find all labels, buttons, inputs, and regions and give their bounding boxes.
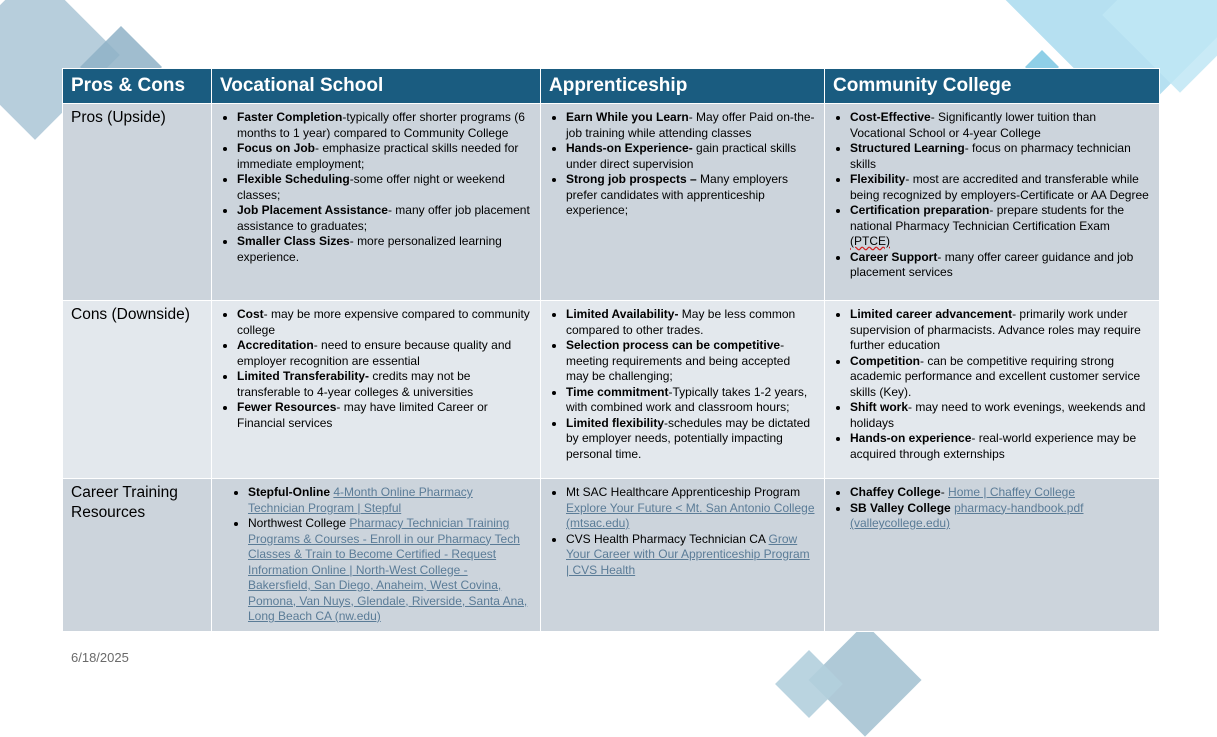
- list-item: • Focus on Job- emphasize practical skills needed for immediate employment;: [237, 141, 532, 172]
- pros-college-list: [833, 110, 1151, 281]
- row-label-cons: Cons (Downside): [63, 301, 212, 479]
- list-item: • Certification preparation- prepare students for the national Pharmacy Technician Certification Exam (PTCE): [850, 203, 1151, 250]
- item-heading: Cost-Effective: [850, 110, 931, 124]
- resource-link[interactable]: Home | Chaffey College: [948, 485, 1075, 499]
- item-heading: Selection process can be competitive: [566, 338, 781, 352]
- header-apprenticeship: Apprenticeship: [541, 69, 825, 104]
- list-item: • Job Placement Assistance- many offer job placement assistance to graduates;: [237, 203, 532, 234]
- pros-vocational-list: [220, 110, 532, 265]
- pros-row: [63, 104, 1160, 301]
- item-heading: Limited career advancement: [850, 307, 1013, 321]
- list-item: • Flexible Scheduling-some offer night or weekend classes;: [237, 172, 532, 203]
- item-heading: Job Placement Assistance: [237, 203, 388, 217]
- row-label-pros: Pros (Upside): [63, 104, 212, 301]
- item-heading: Flexible Scheduling: [237, 172, 350, 186]
- item-heading: Structured Learning: [850, 141, 965, 155]
- row-label-resources: Career Training Resources: [63, 479, 212, 632]
- list-item: • Limited Transferability- credits may not be transferable to 4-year colleges & universities: [237, 369, 532, 400]
- list-item: • Hands-on Experience- gain practical skills under direct supervision: [566, 141, 816, 172]
- item-heading: Certification preparation: [850, 203, 990, 217]
- item-heading: Chaffey College: [850, 485, 941, 499]
- cons-vocational-cell: [212, 301, 541, 479]
- item-heading: Career Support: [850, 249, 938, 264]
- cons-row: [63, 301, 1160, 479]
- list-item: • Time commitment-Typically takes 1-2 years, with combined work and classroom hours;: [566, 385, 816, 416]
- list-item: • Mt SAC Healthcare Apprenticeship Program Explore Your Future < Mt. San Antonio College (mtsac.edu): [566, 485, 816, 532]
- item-heading: Smaller Class Sizes: [237, 234, 350, 248]
- header-pros-cons: Pros & Cons: [63, 69, 212, 104]
- list-item: • Northwest College Pharmacy Technician Training Programs & Courses - Enroll in our Pharmacy Tech Classes & Train to Become Certified - Request Information Online | North-West College - Bakersfield, San Diego, Anaheim, West Covina, Pomona, Van Nuys, Glendale, Riverside, Santa Ana, Long Beach CA (nw.edu): [248, 516, 532, 625]
- pros-college-cell: [825, 104, 1160, 301]
- spellcheck-word: (PTCE): [850, 234, 890, 248]
- list-item: • Shift work- may need to work evenings, weekends and holidays: [850, 400, 1151, 431]
- header-vocational-school: Vocational School: [212, 69, 541, 104]
- list-item: • Accreditation- need to ensure because quality and employer recognition are essential: [237, 338, 532, 369]
- resource-link[interactable]: 4-Month Online Pharmacy Technician Program | Stepful: [248, 485, 473, 515]
- resource-link[interactable]: Grow Your Career with Our Apprenticeship Program | CVS Health: [566, 531, 810, 577]
- list-item: • Chaffey College- Home | Chaffey College: [850, 485, 1151, 501]
- list-item: • Cost- may be more expensive compared to community college: [237, 307, 532, 338]
- item-heading: Limited Availability-: [566, 307, 679, 321]
- list-item: • Fewer Resources- may have limited Career or Financial services: [237, 400, 532, 431]
- list-item: [248, 485, 532, 516]
- item-heading: Cost: [237, 307, 264, 321]
- item-heading: Shift work: [850, 400, 909, 414]
- list-item: • Limited flexibility-schedules may be dictated by employer needs, potentially impacting personal time.: [566, 416, 816, 463]
- item-heading: Stepful-Online: [248, 485, 330, 499]
- item-heading: Hands-on experience: [850, 431, 972, 445]
- item-heading: Hands-on Experience-: [566, 141, 693, 155]
- resources-vocational-cell: [212, 479, 541, 632]
- cons-college-cell: [825, 301, 1160, 479]
- date-footer: 6/18/2025: [71, 650, 129, 665]
- list-item: • Structured Learning- focus on pharmacy technician skills: [850, 141, 1151, 172]
- item-heading: Limited Transferability-: [237, 369, 370, 383]
- resources-college-cell: [825, 479, 1160, 632]
- resources-apprenticeship-list: [549, 485, 816, 578]
- list-item: • Faster Completion-typically offer shorter programs (6 months to 1 year) compared to Community College: [237, 110, 532, 141]
- item-heading: Limited flexibility: [566, 415, 665, 430]
- list-item: • Hands-on experience- real-world experience may be acquired through externships: [850, 431, 1151, 462]
- item-heading: Competition: [850, 353, 920, 368]
- header-community-college: Community College: [825, 69, 1160, 104]
- item-heading: Faster Completion: [237, 110, 343, 124]
- list-item: [850, 501, 1151, 532]
- item-heading: Flexibility: [850, 172, 906, 186]
- resource-link[interactable]: pharmacy-handbook.pdf (valleycollege.edu): [850, 500, 1084, 530]
- list-item: • Limited career advancement- primarily work under supervision of pharmacists. Advance roles may require further education: [850, 307, 1151, 354]
- resources-row: [63, 479, 1160, 632]
- cons-vocational-list: [220, 307, 532, 431]
- item-heading: SB Valley College: [850, 500, 951, 515]
- item-heading: Time commitment: [566, 384, 669, 399]
- list-item: • Earn While you Learn- May offer Paid on-the-job training while attending classes: [566, 110, 816, 141]
- resource-link[interactable]: Explore Your Future < Mt. San Antonio College (mtsac.edu): [566, 500, 815, 530]
- list-item: • Career Support- many offer career guidance and job placement services: [850, 250, 1151, 281]
- list-item: • CVS Health Pharmacy Technician CA Grow Your Career with Our Apprenticeship Program | CVS Health: [566, 532, 816, 579]
- item-heading: Fewer Resources: [237, 400, 337, 414]
- cons-apprenticeship-cell: [541, 301, 825, 479]
- cons-apprenticeship-list: [549, 307, 816, 462]
- item-heading: Focus on Job: [237, 141, 315, 155]
- comparison-table: [62, 68, 1160, 632]
- list-item: • Flexibility- most are accredited and transferable while being recognized by employers-Certificate or AA Degree: [850, 172, 1151, 203]
- list-item: • Cost-Effective- Significantly lower tuition than Vocational School or 4-year College: [850, 110, 1151, 141]
- pros-apprenticeship-list: [549, 110, 816, 219]
- cons-college-list: [833, 307, 1151, 462]
- header-row: [63, 69, 1160, 104]
- pros-apprenticeship-cell: [541, 104, 825, 301]
- list-item: • Smaller Class Sizes- more personalized learning experience.: [237, 234, 532, 265]
- resources-college-list: [833, 485, 1151, 532]
- list-item: • Selection process can be competitive- meeting requirements and being accepted may be challenging;: [566, 338, 816, 385]
- item-heading: Strong job prospects –: [566, 172, 697, 186]
- resource-link[interactable]: Pharmacy Technician Training Programs & Courses - Enroll in our Pharmacy Tech Classes & Train to Become Certified - Request Information Online | North-West College - Bakersfield, San Diego, Anaheim, West Covina, Pomona, Van Nuys, Glendale, Riverside, Santa Ana, Long Beach CA (nw.edu): [248, 516, 528, 623]
- item-heading: Earn While you Learn: [566, 110, 689, 124]
- list-item: • Strong job prospects – Many employers prefer candidates with apprenticeship experience;: [566, 172, 816, 219]
- item-heading: Accreditation: [237, 338, 314, 352]
- pros-vocational-cell: [212, 104, 541, 301]
- list-item: • Competition- can be competitive requiring strong academic performance and excellent customer service skills (Key).: [850, 354, 1151, 401]
- resources-apprenticeship-cell: [541, 479, 825, 632]
- resources-vocational-list: [220, 485, 532, 625]
- list-item: • Limited Availability- May be less common compared to other trades.: [566, 307, 816, 338]
